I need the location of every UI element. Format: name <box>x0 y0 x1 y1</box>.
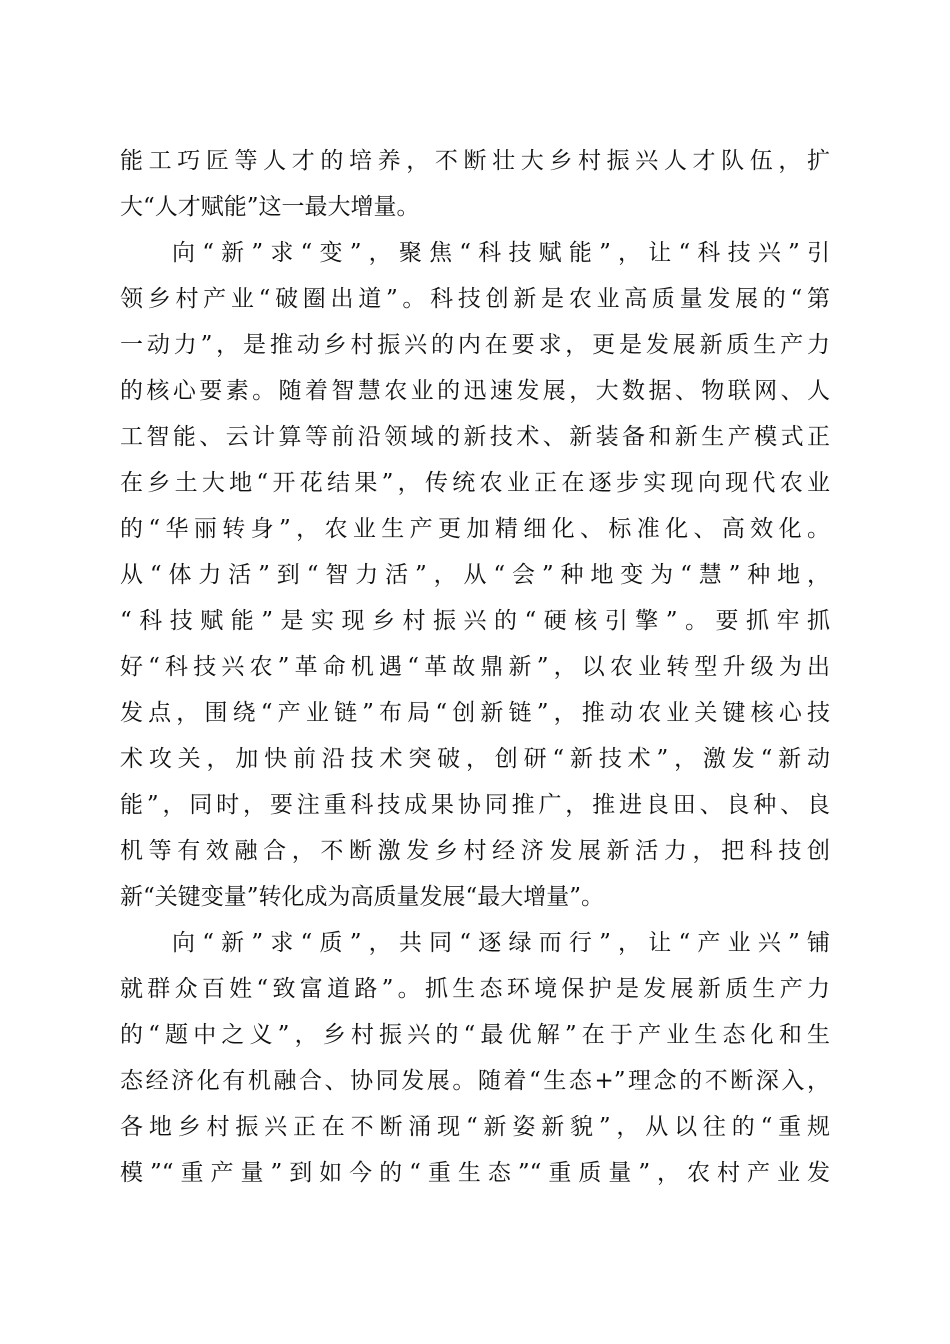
text-line: 的“华丽转身”，农业生产更加精细化、标准化、高效化。 <box>120 516 830 542</box>
text-line: 大“人才赋能”这一最大增量。 <box>120 194 420 220</box>
text-line: 就群众百姓“致富道路”。抓生态环境保护是发展新质生产力 <box>120 976 830 1002</box>
text-line: 机等有效融合，不断激发乡村经济发展新活力，把科技创 <box>120 838 830 864</box>
text-line: 一动力”，是推动乡村振兴的内在要求，更是发展新质生产力 <box>120 332 830 358</box>
text-line: 在乡土大地“开花结果”，传统农业正在逐步实现向现代农业 <box>120 470 830 496</box>
text-line: 各地乡村振兴正在不断涌现“新姿新貌”，从以往的“重规 <box>120 1114 830 1140</box>
text-line: “科技赋能”是实现乡村振兴的“硬核引擎”。要抓牢抓 <box>120 608 830 634</box>
text-line: 发点，围绕“产业链”布局“创新链”，推动农业关键核心技 <box>120 700 830 726</box>
text-line: 态经济化有机融合、协同发展。随着“生态+”理念的不断深入， <box>120 1068 830 1094</box>
text-line: 领乡村产业“破圈出道”。科技创新是农业高质量发展的“第 <box>120 286 830 312</box>
paragraph-start-line: 向“新”求“变”，聚焦“科技赋能”，让“科技兴”引 <box>172 240 830 266</box>
text-line: 能工巧匠等人才的培养，不断壮大乡村振兴人才队伍，扩 <box>120 148 830 174</box>
text-line: 好“科技兴农”革命机遇“革故鼎新”，以农业转型升级为出 <box>120 654 830 680</box>
text-line: 的“题中之义”，乡村振兴的“最优解”在于产业生态化和生 <box>120 1022 830 1048</box>
text-line: 从“体力活”到“智力活”，从“会”种地变为“慧”种地， <box>120 562 830 588</box>
text-line: 新“关键变量”转化成为高质量发展“最大增量”。 <box>120 884 605 910</box>
text-line: 能”，同时，要注重科技成果协同推广，推进良田、良种、良 <box>120 792 830 818</box>
article-body <box>120 138 830 1196</box>
text-line: 工智能、云计算等前沿领域的新技术、新装备和新生产模式正 <box>120 424 830 450</box>
text-line: 模”“重产量”到如今的“重生态”“重质量”，农村产业发 <box>120 1160 830 1186</box>
text-line: 术攻关，加快前沿技术突破，创研“新技术”，激发“新动 <box>120 746 830 772</box>
text-line: 的核心要素。随着智慧农业的迅速发展，大数据、物联网、人 <box>120 378 830 404</box>
paragraph-start-line: 向“新”求“质”，共同“逐绿而行”，让“产业兴”铺 <box>172 930 830 956</box>
